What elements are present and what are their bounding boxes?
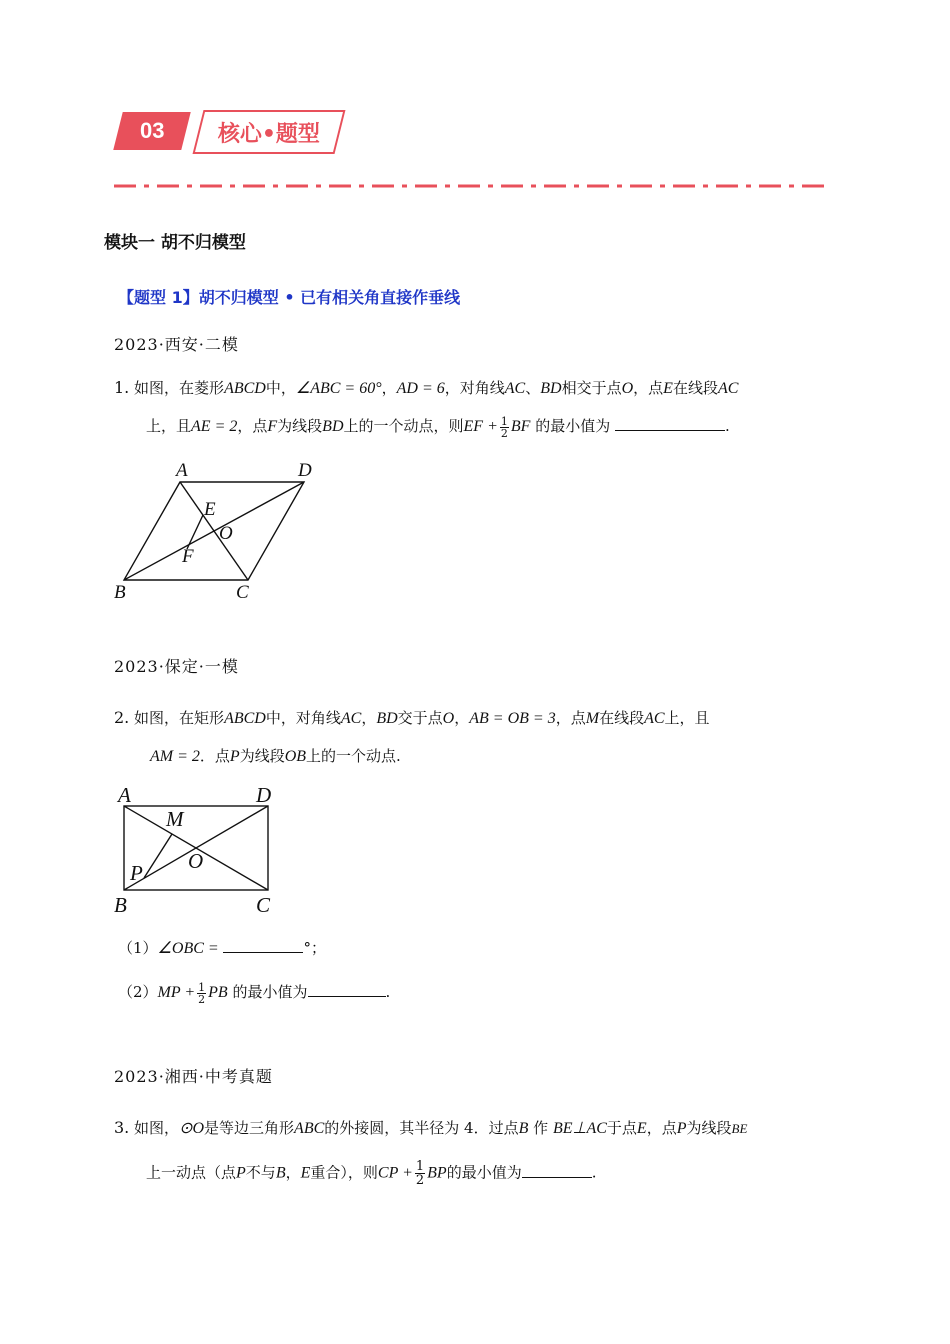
dashed-divider [114,184,832,188]
label-D: D [298,460,312,481]
label-C: C [236,582,249,603]
answer-blank[interactable] [308,980,386,997]
topic-heading: 【题型 1】胡不归模型 • 已有相关角直接作垂线 [118,288,461,307]
section-title: 核心•题型 [217,121,321,147]
problem-1-source: 2023·西安·二模 [114,335,239,354]
label-O: O [188,849,204,873]
fraction-half: $\frac{1}{2}$ [500,414,508,440]
problem-2-line-1: 2. 如图，在矩形ABCD中，对角线AC，BD交于点O，AB = OB = 3，点M在线段AC上，且 [114,708,710,727]
rhombus-figure [108,456,328,606]
label-M: M [166,807,184,831]
module-title: 模块一 胡不归模型 [104,233,246,253]
answer-blank[interactable] [522,1161,592,1178]
label-A: A [118,783,131,807]
label-E: E [204,499,216,520]
label-F: F [182,546,194,567]
label-C: C [256,893,271,917]
problem-1-line-2: 上，且AE = 2，点F为线段BD上的一个动点，则EF + $\frac{1}{2}$ BF 的最小值为 . [146,414,730,440]
label-O: O [219,523,233,544]
label-P: P [130,861,143,885]
problem-3-line-2: 上一动点（点P不与B，E重合），则CP + $\frac{1}{2}$ BP的最小值为 . [146,1159,597,1188]
label-B: B [114,893,127,917]
answer-blank[interactable] [223,936,303,953]
section-title-badge [193,110,346,154]
problem-2-sub-1: （1）∠OBC = °； [118,936,326,959]
label-D: D [256,783,272,807]
problem-1-line-1: 1. 如图，在菱形ABCD中，∠ABC = 60°，AD = 6，对角线AC、BD相交于点O，点E在线段AC [114,378,739,397]
label-B: B [114,582,126,603]
rectangle-figure [108,780,288,920]
problem-2-source: 2023·保定·一模 [114,657,239,676]
problem-3-source: 2023·湘西·中考真题 [114,1067,273,1086]
section-number: 03 [139,118,165,143]
section-number-badge [113,112,190,150]
fraction-half: $\frac{1}{2}$ [198,980,206,1006]
problem-2-line-2: AM = 2．点P为线段OB上的一个动点. [150,747,401,765]
label-A: A [176,460,188,481]
problem-3-line-1: 3. 如图，⊙O是等边三角形ABC的外接圆，其半径为 4．过点B 作 BE⊥AC于点E，点P为线段BE [114,1118,748,1137]
problem-2-sub-2: （2）MP + $\frac{1}{2}$ PB 的最小值为 . [118,980,391,1006]
fraction-half: $\frac{1}{2}$ [415,1159,425,1188]
answer-blank[interactable] [615,414,725,431]
